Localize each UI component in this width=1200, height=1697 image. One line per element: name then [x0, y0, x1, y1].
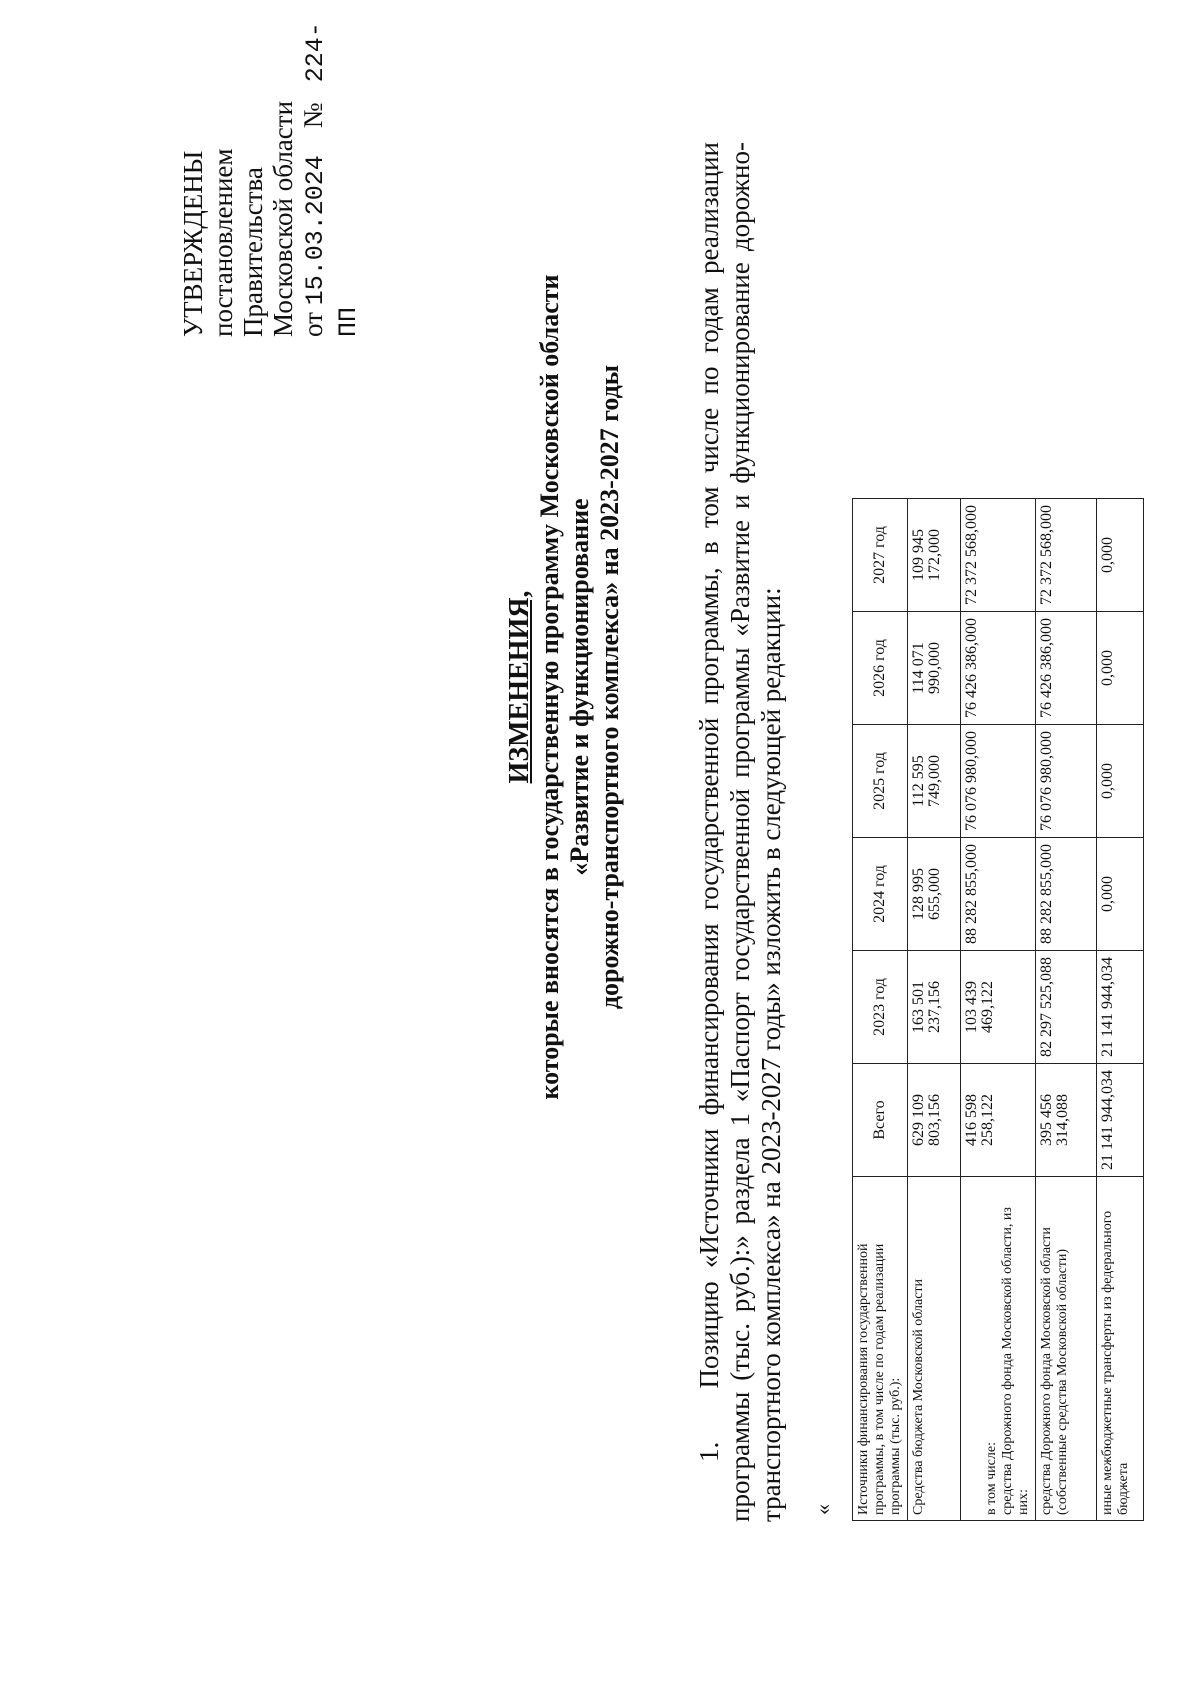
date-prefix: от	[298, 312, 328, 337]
cell-2027: 72 372 568,000	[1036, 499, 1097, 612]
header-total: Всего	[853, 1064, 908, 1177]
cell-2027: 72 372 568,000	[961, 499, 1036, 612]
approval-number: 224-ПП	[301, 22, 363, 337]
header-2024: 2024 год	[853, 838, 908, 951]
header-2023: 2023 год	[853, 951, 908, 1064]
header-source: Источники финансирования государственной программы, в том числе по годам реализации программы (тыс. руб.):	[853, 1177, 908, 1521]
row-label-line-1: в том числе:	[984, 1442, 999, 1515]
row-label-line-2: средства Дорожного фонда Московской области, из них:	[1000, 1207, 1031, 1515]
cell-2024: 88 282 855,000	[1036, 838, 1097, 951]
cell-2026: 76 426 386,000	[1036, 612, 1097, 725]
header-2027: 2027 год	[853, 499, 908, 612]
table-row	[908, 499, 961, 1521]
approval-line-1: УТВЕРЖДЕНЫ	[178, 150, 208, 337]
cell-2024: 0,000	[1097, 838, 1144, 951]
approval-stamp	[178, 0, 364, 337]
title-line-2: дорожно-транспортного комплекса» на 2023-2027 годы	[595, 364, 624, 1010]
cell-2023: 21 141 944,034	[1097, 951, 1144, 1064]
approval-line-3: Московской области	[268, 100, 298, 337]
cell-total: 629 109 803,156	[908, 1064, 961, 1177]
financing-table	[852, 498, 1144, 1521]
cell-2024: 128 995 655,000	[908, 838, 961, 951]
cell-2026: 76 426 386,000	[961, 612, 1036, 725]
cell-total: 21 141 944,034	[1097, 1064, 1144, 1177]
cell-total: 395 456 314,088	[1036, 1064, 1097, 1177]
header-2025: 2025 год	[853, 725, 908, 838]
cell-2025: 76 076 980,000	[1036, 725, 1097, 838]
paragraph-text: Позицию «Источники финансирования государственной программы, в том числе по годам реализации программы (тыс. руб.):» раздела 1 «Паспорт государственной программы «Развитие и функционирование дорожно-транспортного комплекса» на 2023-2027 годы» изложить в следующей редакции:	[694, 142, 786, 1522]
document-title	[505, 237, 625, 1137]
number-sign: №	[298, 102, 328, 129]
header-2026: 2026 год	[853, 612, 908, 725]
cell-2025: 112 595 749,000	[908, 725, 961, 838]
cell-2023: 82 297 525,088	[1036, 951, 1097, 1064]
cell-2024: 88 282 855,000	[961, 838, 1036, 951]
cell-2027: 109 945 172,000	[908, 499, 961, 612]
cell-2027: 0,000	[1097, 499, 1144, 612]
title-heading: ИЗМЕНЕНИЯ,	[504, 590, 535, 784]
title-line-1: которые вносятся в государственную программу Московской области «Развитие и функционирование	[535, 274, 594, 1100]
row-label: Средства бюджета Московской области	[908, 1177, 961, 1521]
row-label	[961, 1177, 1036, 1521]
row-label: средства Дорожного фонда Московской области (собственные средства Московской области)	[1036, 1177, 1097, 1521]
approval-date-line	[298, 0, 364, 337]
approval-date: 15.03.2024	[301, 155, 330, 306]
amendment-paragraph	[694, 142, 787, 1522]
cell-2026: 0,000	[1097, 612, 1144, 725]
row-label: иные межбюджетные трансферты из федерального бюджета	[1097, 1177, 1144, 1521]
paragraph-number: 1.	[694, 1441, 724, 1462]
table-header-row	[853, 499, 908, 1521]
cell-total: 416 598 258,122	[961, 1064, 1036, 1177]
cell-2025: 76 076 980,000	[961, 725, 1036, 838]
table-row	[1097, 499, 1144, 1521]
opening-quote: «	[810, 1504, 835, 1515]
cell-2023: 163 501 237,156	[908, 951, 961, 1064]
approval-line-2: постановлением Правительства	[208, 148, 268, 337]
table-row	[1036, 499, 1097, 1521]
cell-2023: 103 439 469,122	[961, 951, 1036, 1064]
cell-2026: 114 071 990,000	[908, 612, 961, 725]
table-row	[961, 499, 1036, 1521]
cell-2025: 0,000	[1097, 725, 1144, 838]
